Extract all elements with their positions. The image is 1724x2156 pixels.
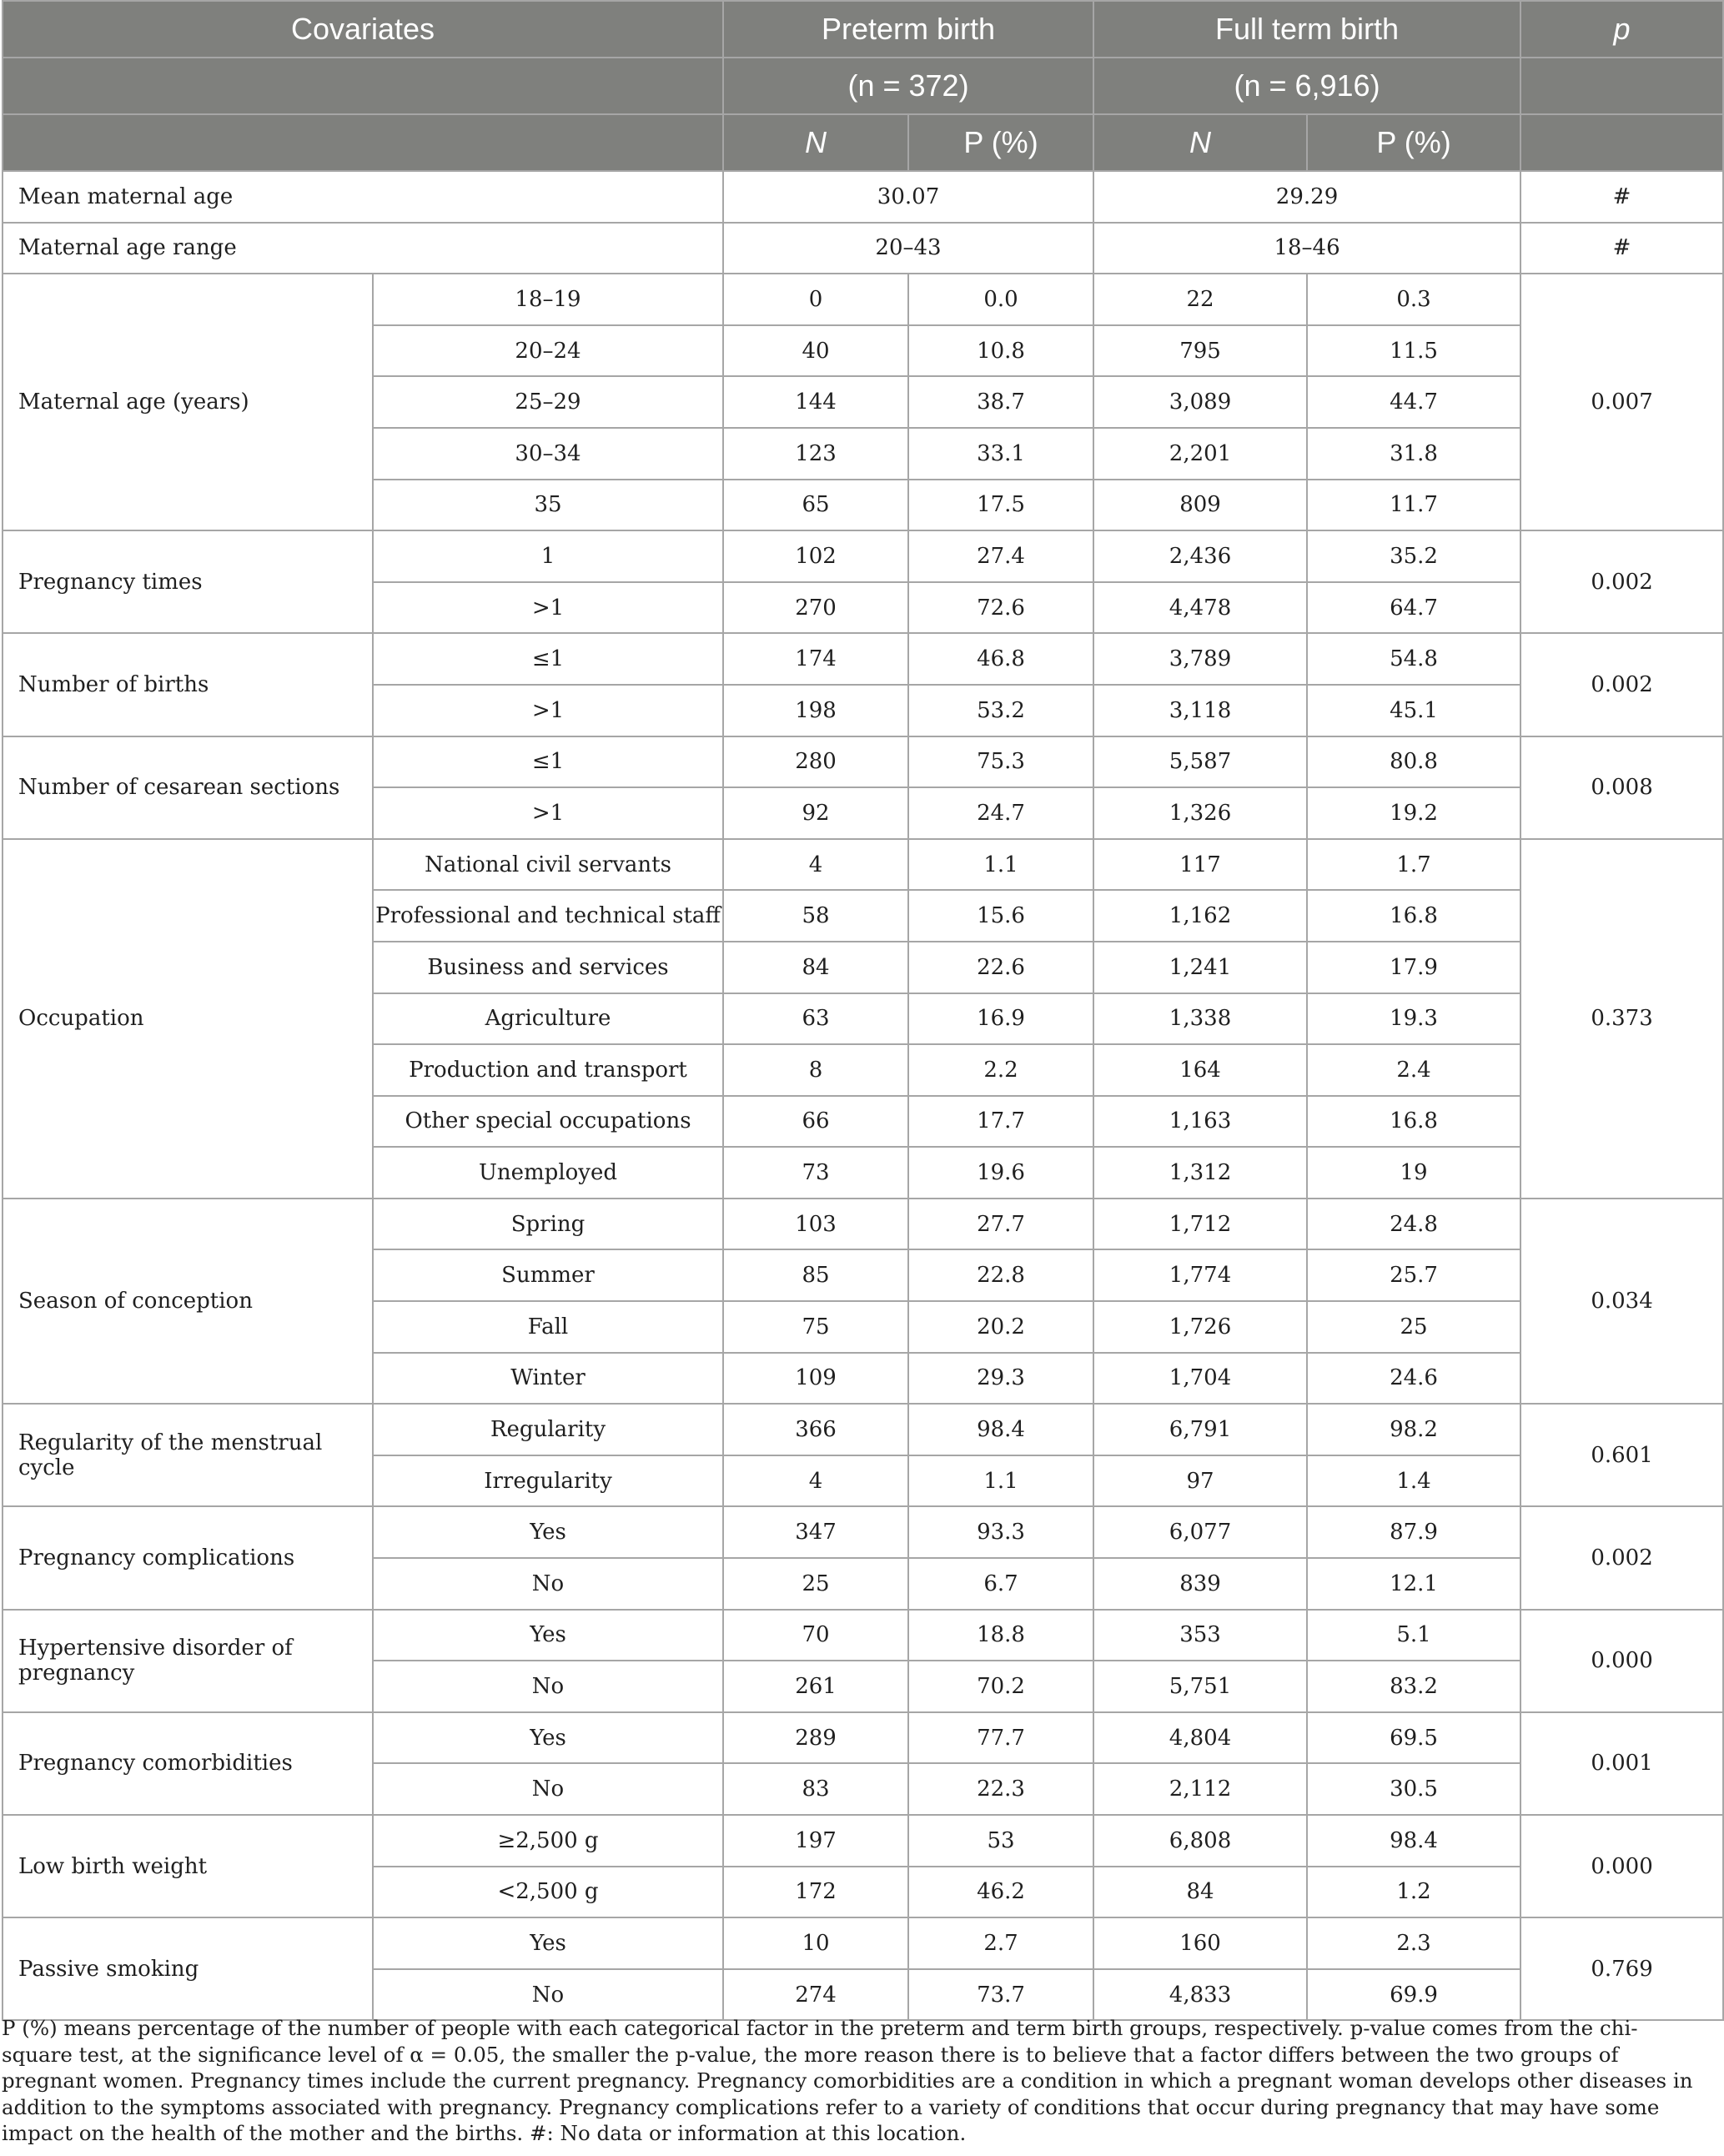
table-row — [3, 1404, 1723, 1455]
category-label: 25–29 — [373, 376, 723, 428]
preterm-n-header: (n = 372) — [723, 58, 1093, 114]
preterm-n: 270 — [723, 582, 908, 634]
category-label: Regularity — [373, 1404, 723, 1455]
category-label: Agriculture — [373, 993, 723, 1045]
preterm-n: 280 — [723, 736, 908, 788]
fullterm-n: 1,704 — [1093, 1353, 1307, 1405]
covariates-table — [2, 0, 1724, 2021]
fullterm-p: 16.8 — [1307, 890, 1520, 942]
group-label: Pregnancy times — [3, 530, 373, 633]
category-label: Summer — [373, 1249, 723, 1301]
fullterm-n: 5,751 — [1093, 1661, 1307, 1712]
group-label: Regularity of the menstrual cycle — [3, 1404, 373, 1506]
preterm-n: 197 — [723, 1815, 908, 1867]
fullterm-p: 25.7 — [1307, 1249, 1520, 1301]
preterm-n: 4 — [723, 1455, 908, 1507]
preterm-n: 84 — [723, 942, 908, 993]
category-label: ≤1 — [373, 633, 723, 685]
category-label: >1 — [373, 787, 723, 839]
preterm-p: 75.3 — [908, 736, 1093, 788]
preterm-p: 2.2 — [908, 1044, 1093, 1096]
table-row — [3, 1917, 1723, 1969]
fullterm-n: 164 — [1093, 1044, 1307, 1096]
preterm-p: 0.0 — [908, 274, 1093, 325]
group-label: Occupation — [3, 839, 373, 1199]
fullterm-n: 5,587 — [1093, 736, 1307, 788]
preterm-n-col: N — [723, 114, 908, 171]
fullterm-p: 45.1 — [1307, 685, 1520, 736]
preterm-p: 38.7 — [908, 376, 1093, 428]
fullterm-p: 87.9 — [1307, 1506, 1520, 1558]
preterm-p: 2.7 — [908, 1917, 1093, 1969]
group-p-value: 0.000 — [1520, 1815, 1723, 1917]
preterm-n: 174 — [723, 633, 908, 685]
preterm-p: 70.2 — [908, 1661, 1093, 1712]
fullterm-p: 19.3 — [1307, 993, 1520, 1045]
group-label: Low birth weight — [3, 1815, 373, 1917]
fullterm-n: 795 — [1093, 325, 1307, 377]
preterm-p: 77.7 — [908, 1712, 1093, 1764]
preterm-n: 75 — [723, 1301, 908, 1353]
table-row — [3, 1610, 1723, 1661]
preterm-n: 70 — [723, 1610, 908, 1661]
group-p-value: 0.001 — [1520, 1712, 1723, 1815]
category-label: Business and services — [373, 942, 723, 993]
table-row — [3, 274, 1723, 325]
p-header: p — [1520, 1, 1723, 58]
group-p-value: 0.002 — [1520, 633, 1723, 736]
table-row — [3, 1506, 1723, 1558]
preterm-p: 1.1 — [908, 839, 1093, 891]
preterm-p: 24.7 — [908, 787, 1093, 839]
fullterm-n: 1,712 — [1093, 1199, 1307, 1250]
covariates-header-blank — [3, 58, 723, 114]
preterm-p: 20.2 — [908, 1301, 1093, 1353]
fullterm-p: 98.2 — [1307, 1404, 1520, 1455]
category-label: Unemployed — [373, 1147, 723, 1199]
preterm-n: 4 — [723, 839, 908, 891]
fullterm-p: 2.4 — [1307, 1044, 1520, 1096]
fullterm-header: Full term birth — [1093, 1, 1520, 58]
fullterm-p: 54.8 — [1307, 633, 1520, 685]
fullterm-p: 31.8 — [1307, 428, 1520, 480]
fullterm-p: 44.7 — [1307, 376, 1520, 428]
preterm-p: 53.2 — [908, 685, 1093, 736]
group-p-value: 0.034 — [1520, 1199, 1723, 1404]
p-header-blank — [1520, 58, 1723, 114]
fullterm-n: 2,112 — [1093, 1763, 1307, 1815]
fullterm-p: 1.7 — [1307, 839, 1520, 891]
category-label: 30–34 — [373, 428, 723, 480]
preterm-n: 261 — [723, 1661, 908, 1712]
category-label: <2,500 g — [373, 1867, 723, 1918]
category-label: Production and transport — [373, 1044, 723, 1096]
table-row — [3, 1199, 1723, 1250]
preterm-n: 347 — [723, 1506, 908, 1558]
preterm-n: 66 — [723, 1096, 908, 1148]
fullterm-n: 84 — [1093, 1867, 1307, 1918]
preterm-n: 8 — [723, 1044, 908, 1096]
preterm-p: 46.2 — [908, 1867, 1093, 1918]
fullterm-n: 1,774 — [1093, 1249, 1307, 1301]
category-label: Winter — [373, 1353, 723, 1405]
fullterm-p-col: P (%) — [1307, 114, 1520, 171]
preterm-n: 172 — [723, 1867, 908, 1918]
preterm-n: 73 — [723, 1147, 908, 1199]
category-label: 18–19 — [373, 274, 723, 325]
fullterm-n: 97 — [1093, 1455, 1307, 1507]
fullterm-p: 16.8 — [1307, 1096, 1520, 1148]
preterm-value: 30.07 — [723, 171, 1093, 223]
preterm-p: 27.7 — [908, 1199, 1093, 1250]
group-label: Pregnancy complications — [3, 1506, 373, 1609]
fullterm-p: 2.3 — [1307, 1917, 1520, 1969]
category-label: Professional and technical staff — [373, 890, 723, 942]
fullterm-n: 809 — [1093, 480, 1307, 531]
preterm-p: 1.1 — [908, 1455, 1093, 1507]
fullterm-n: 3,089 — [1093, 376, 1307, 428]
fullterm-p: 30.5 — [1307, 1763, 1520, 1815]
preterm-n: 85 — [723, 1249, 908, 1301]
table-row — [3, 1712, 1723, 1764]
preterm-n: 198 — [723, 685, 908, 736]
fullterm-n: 2,436 — [1093, 530, 1307, 582]
preterm-p: 6.7 — [908, 1558, 1093, 1610]
preterm-p: 46.8 — [908, 633, 1093, 685]
fullterm-p: 69.5 — [1307, 1712, 1520, 1764]
fullterm-n: 1,163 — [1093, 1096, 1307, 1148]
fullterm-n: 4,833 — [1093, 1969, 1307, 2021]
group-label: Number of births — [3, 633, 373, 736]
fullterm-p: 1.4 — [1307, 1455, 1520, 1507]
fullterm-p: 64.7 — [1307, 582, 1520, 634]
category-label: Fall — [373, 1301, 723, 1353]
preterm-n: 109 — [723, 1353, 908, 1405]
fullterm-n: 22 — [1093, 274, 1307, 325]
p-header-blank — [1520, 114, 1723, 171]
fullterm-n-col: N — [1093, 114, 1307, 171]
fullterm-n: 6,791 — [1093, 1404, 1307, 1455]
fullterm-n: 1,726 — [1093, 1301, 1307, 1353]
fullterm-p: 12.1 — [1307, 1558, 1520, 1610]
fullterm-n: 353 — [1093, 1610, 1307, 1661]
category-label: Yes — [373, 1506, 723, 1558]
fullterm-p: 83.2 — [1307, 1661, 1520, 1712]
fullterm-n: 3,789 — [1093, 633, 1307, 685]
preterm-p: 73.7 — [908, 1969, 1093, 2021]
preterm-value: 20–43 — [723, 223, 1093, 274]
group-label: Season of conception — [3, 1199, 373, 1404]
preterm-n: 144 — [723, 376, 908, 428]
preterm-p-col: P (%) — [908, 114, 1093, 171]
category-label: 20–24 — [373, 325, 723, 377]
preterm-p: 16.9 — [908, 993, 1093, 1045]
preterm-p: 17.5 — [908, 480, 1093, 531]
fullterm-n: 3,118 — [1093, 685, 1307, 736]
preterm-p: 15.6 — [908, 890, 1093, 942]
fullterm-p: 25 — [1307, 1301, 1520, 1353]
group-label: Hypertensive disorder of pregnancy — [3, 1610, 373, 1712]
table-row — [3, 223, 1723, 274]
category-label: No — [373, 1763, 723, 1815]
covariates-header: Covariates — [3, 1, 723, 58]
category-label: National civil servants — [373, 839, 723, 891]
preterm-p: 22.8 — [908, 1249, 1093, 1301]
preterm-n: 366 — [723, 1404, 908, 1455]
p-value: # — [1520, 223, 1723, 274]
category-label: Irregularity — [373, 1455, 723, 1507]
preterm-p: 93.3 — [908, 1506, 1093, 1558]
category-label: Spring — [373, 1199, 723, 1250]
group-p-value: 0.002 — [1520, 1506, 1723, 1609]
preterm-header: Preterm birth — [723, 1, 1093, 58]
fullterm-p: 1.2 — [1307, 1867, 1520, 1918]
category-label: >1 — [373, 685, 723, 736]
fullterm-n: 117 — [1093, 839, 1307, 891]
fullterm-p: 0.3 — [1307, 274, 1520, 325]
category-label: 1 — [373, 530, 723, 582]
preterm-p: 18.8 — [908, 1610, 1093, 1661]
preterm-n: 92 — [723, 787, 908, 839]
fullterm-value: 18–46 — [1093, 223, 1520, 274]
category-label: Yes — [373, 1712, 723, 1764]
fullterm-value: 29.29 — [1093, 171, 1520, 223]
table-footnote — [2, 2015, 1707, 2147]
group-p-value: 0.007 — [1520, 274, 1723, 530]
category-label: ≥2,500 g — [373, 1815, 723, 1867]
group-label: Pregnancy comorbidities — [3, 1712, 373, 1815]
table-row — [3, 736, 1723, 788]
fullterm-p: 11.7 — [1307, 480, 1520, 531]
fullterm-n: 6,808 — [1093, 1815, 1307, 1867]
preterm-n: 123 — [723, 428, 908, 480]
group-label: Passive smoking — [3, 1917, 373, 2020]
fullterm-n: 1,326 — [1093, 787, 1307, 839]
preterm-n: 102 — [723, 530, 908, 582]
fullterm-p: 24.8 — [1307, 1199, 1520, 1250]
preterm-n: 58 — [723, 890, 908, 942]
fullterm-p: 19 — [1307, 1147, 1520, 1199]
fullterm-p: 24.6 — [1307, 1353, 1520, 1405]
group-label: Number of cesarean sections — [3, 736, 373, 839]
table-row — [3, 171, 1723, 223]
fullterm-n: 4,478 — [1093, 582, 1307, 634]
fullterm-n: 1,162 — [1093, 890, 1307, 942]
fullterm-n: 160 — [1093, 1917, 1307, 1969]
preterm-n: 274 — [723, 1969, 908, 2021]
footnote-text: P (%) means percentage of the number of people with each categorical factor in the preterm and term birth groups, respectively. p-value comes from the chi-square test, at the significance level of α = 0.05, the smaller the p-value, the more reason there is to believe that a factor differs between the two groups of pregnant women. Pregnancy times include the current pregnancy. Pregnancy comorbidities are a condition in which a pregnant woman develops other diseases in addition to the symptoms associated with pregnancy. Pregnancy complications refer to a variety of conditions that occur during pregnancy that may have some impact on the health of the mother and the births. #: No data or information at this location. — [2, 2016, 1693, 2146]
category-label: No — [373, 1661, 723, 1712]
category-label: Yes — [373, 1917, 723, 1969]
fullterm-n-header: (n = 6,916) — [1093, 58, 1520, 114]
fullterm-p: 35.2 — [1307, 530, 1520, 582]
preterm-p: 22.3 — [908, 1763, 1093, 1815]
fullterm-n: 1,312 — [1093, 1147, 1307, 1199]
preterm-p: 22.6 — [908, 942, 1093, 993]
preterm-n: 25 — [723, 1558, 908, 1610]
preterm-p: 17.7 — [908, 1096, 1093, 1148]
table-row — [3, 633, 1723, 685]
preterm-p: 29.3 — [908, 1353, 1093, 1405]
preterm-n: 40 — [723, 325, 908, 377]
fullterm-n: 1,241 — [1093, 942, 1307, 993]
fullterm-p: 5.1 — [1307, 1610, 1520, 1661]
fullterm-p: 98.4 — [1307, 1815, 1520, 1867]
table-header — [3, 1, 1723, 171]
fullterm-n: 2,201 — [1093, 428, 1307, 480]
preterm-p: 98.4 — [908, 1404, 1093, 1455]
fullterm-p: 17.9 — [1307, 942, 1520, 993]
preterm-p: 10.8 — [908, 325, 1093, 377]
category-label: Other special occupations — [373, 1096, 723, 1148]
preterm-p: 72.6 — [908, 582, 1093, 634]
preterm-n: 103 — [723, 1199, 908, 1250]
preterm-n: 65 — [723, 480, 908, 531]
fullterm-n: 6,077 — [1093, 1506, 1307, 1558]
fullterm-p: 19.2 — [1307, 787, 1520, 839]
table-row — [3, 1815, 1723, 1867]
fullterm-n: 1,338 — [1093, 993, 1307, 1045]
table-body — [3, 171, 1723, 2020]
category-label: Yes — [373, 1610, 723, 1661]
preterm-n: 0 — [723, 274, 908, 325]
category-label: ≤1 — [373, 736, 723, 788]
category-label: 35 — [373, 480, 723, 531]
group-p-value: 0.008 — [1520, 736, 1723, 839]
fullterm-p: 11.5 — [1307, 325, 1520, 377]
p-value: # — [1520, 171, 1723, 223]
table-row — [3, 530, 1723, 582]
category-label: >1 — [373, 582, 723, 634]
fullterm-p: 80.8 — [1307, 736, 1520, 788]
table-row — [3, 839, 1723, 891]
preterm-n: 83 — [723, 1763, 908, 1815]
preterm-p: 33.1 — [908, 428, 1093, 480]
preterm-n: 10 — [723, 1917, 908, 1969]
group-p-value: 0.002 — [1520, 530, 1723, 633]
category-label: No — [373, 1969, 723, 2021]
fullterm-p: 69.9 — [1307, 1969, 1520, 2021]
row-label: Maternal age range — [3, 223, 723, 274]
row-label: Mean maternal age — [3, 171, 723, 223]
covariates-header-blank — [3, 114, 723, 171]
preterm-p: 19.6 — [908, 1147, 1093, 1199]
group-p-value: 0.601 — [1520, 1404, 1723, 1506]
preterm-n: 63 — [723, 993, 908, 1045]
group-p-value: 0.373 — [1520, 839, 1723, 1199]
preterm-p: 53 — [908, 1815, 1093, 1867]
group-p-value: 0.000 — [1520, 1610, 1723, 1712]
group-label: Maternal age (years) — [3, 274, 373, 530]
group-p-value: 0.769 — [1520, 1917, 1723, 2020]
preterm-n: 289 — [723, 1712, 908, 1764]
fullterm-n: 839 — [1093, 1558, 1307, 1610]
category-label: No — [373, 1558, 723, 1610]
preterm-p: 27.4 — [908, 530, 1093, 582]
fullterm-n: 4,804 — [1093, 1712, 1307, 1764]
